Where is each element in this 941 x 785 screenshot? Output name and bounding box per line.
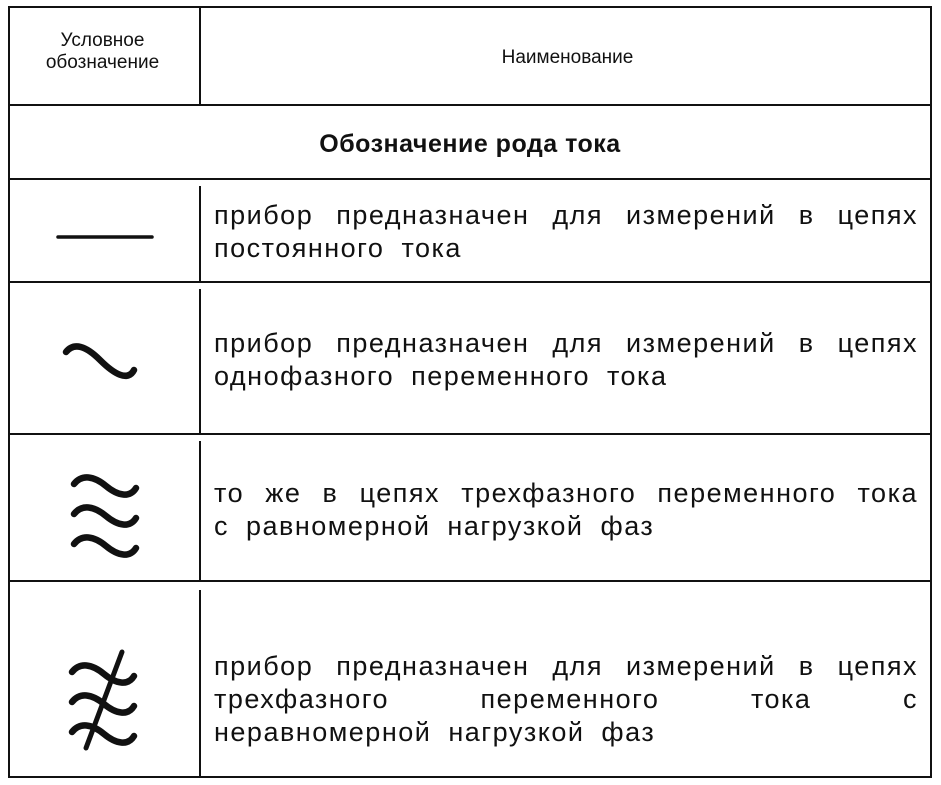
section-divider [8,178,932,180]
column-divider-3 [199,441,201,580]
row-divider-2 [8,433,932,435]
table-row-symbol-1 [30,215,180,255]
table-row-text-3: то же в цепях трехфазного переменного тока с равномерной нагрузкой фаз [214,478,918,541]
section-title: Обозначение рода тока [319,130,621,158]
table-row-symbol-2 [30,330,180,390]
single-phase-ac-icon [30,330,180,390]
table-left-border [8,6,10,778]
column-divider-4 [199,590,201,776]
dc-line-icon [30,215,180,255]
table-row-symbol-4 [30,642,180,752]
name-column-header: Наименование [501,47,634,68]
row-divider-3 [8,580,932,582]
symbol-column-header: Условное обозначение [45,30,160,73]
row-divider-1 [8,281,932,283]
table-row-text-2: прибор предназначен для измерений в цепях однофазного переменного тока [214,328,918,391]
table-top-border [8,6,932,8]
three-phase-unbalanced-icon [30,642,180,752]
column-divider-2 [199,289,201,433]
table-row-text-1: прибор предназначен для измерений в цепях постоянного тока [214,200,918,263]
three-phase-balanced-icon [30,462,180,562]
table-row-text-4: прибор предназначен для измерений в цепях трехфазного переменного тока с неравномерной нагрузкой фаз [214,651,918,747]
header-divider [8,104,932,106]
header-column-divider [199,6,201,104]
table-row-symbol-3 [30,462,180,562]
column-divider-1 [199,186,201,281]
table-bottom-border [8,776,932,778]
table-right-border [930,6,932,778]
